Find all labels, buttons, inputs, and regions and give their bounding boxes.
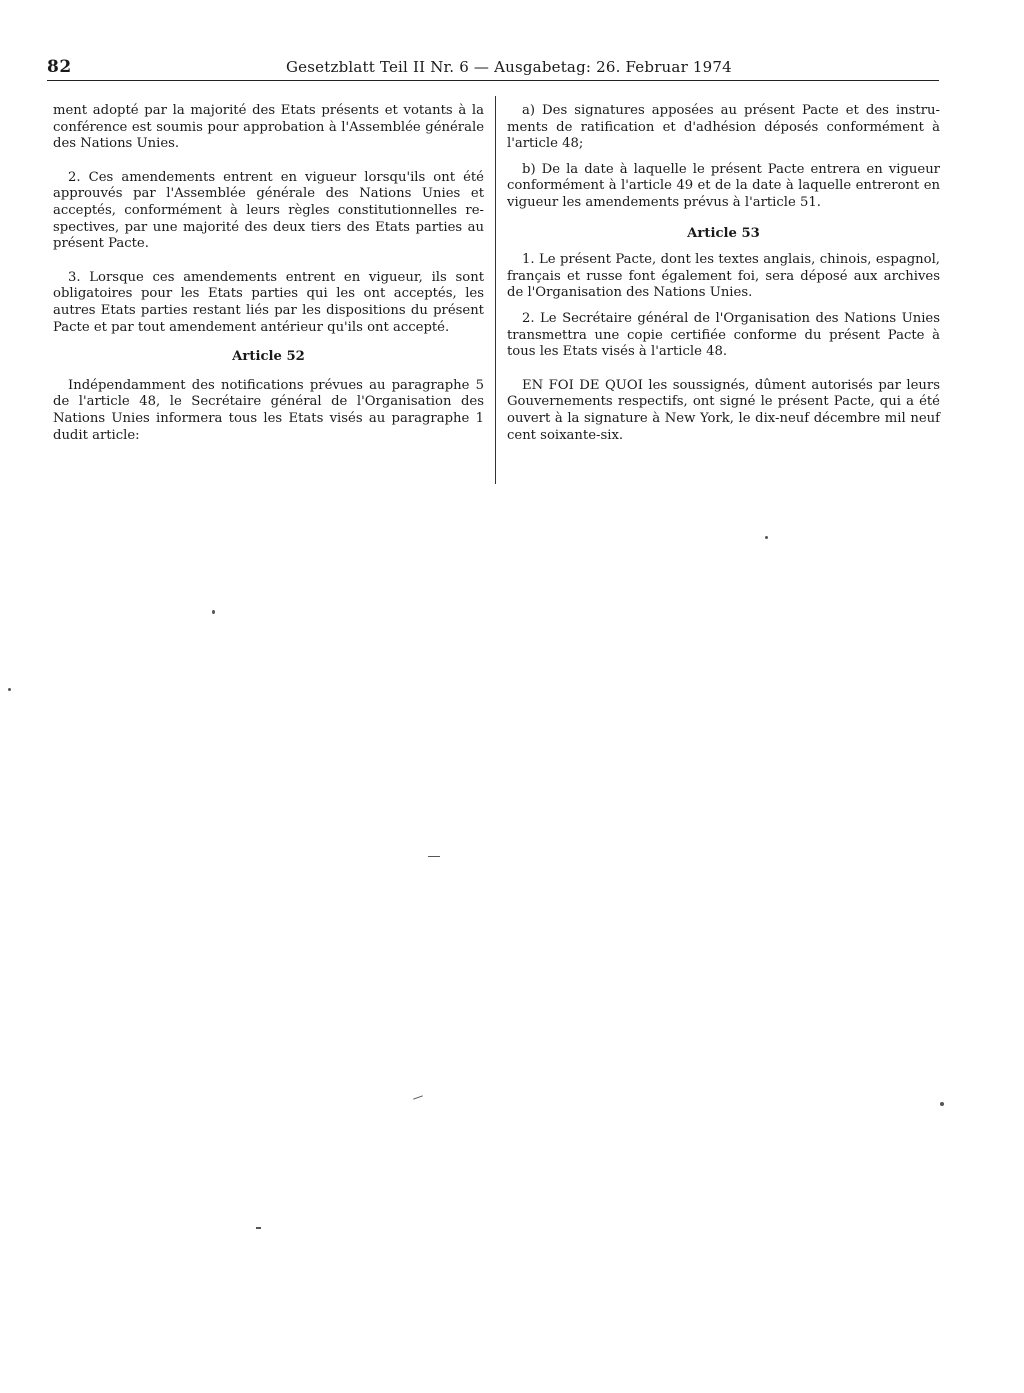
article-52-heading: Article 52 bbox=[232, 349, 305, 365]
right-column bbox=[507, 103, 940, 444]
scan-speck bbox=[413, 1095, 423, 1099]
item-b: b) De la date à laquelle le présent Pacte entrera en vigueur conformément à l'article 49 et de la date à laquelle entreront en vigueur les amendements prévus à l'article 51. bbox=[507, 161, 940, 210]
paragraph-continuation: ment adopté par la majorité des Etats présents et votants à la conférence est soumis pour approbation à l'Assemblée générale des Nations Unies. bbox=[53, 103, 484, 152]
article-53-heading: Article 53 bbox=[687, 225, 760, 241]
article-53-paragraph-1: 1. Le présent Pacte, dont les textes anglais, chinois, espagnol, français et russe font également foi, sera déposé aux archives de l'Organisation des Nations Unies. bbox=[507, 252, 940, 301]
left-column bbox=[53, 103, 484, 444]
scan-speck bbox=[8, 688, 11, 691]
scan-speck bbox=[428, 856, 440, 857]
scan-speck bbox=[940, 1102, 944, 1106]
scan-speck bbox=[212, 610, 215, 614]
closing-paragraph: EN FOI DE QUOI les soussignés, dûment autorisés par leurs Gouvernements respectifs, ont signé le présent Pacte, qui a été ouvert à la signature à New York, le dix-neuf décembre mil neuf cent soixante-six. bbox=[507, 377, 940, 443]
paragraph-3: 3. Lorsque ces amendements entrent en vigueur, ils sont obligatoires pour les Etats parties qui les ont acceptés, les autres Etats parties restant liés par les dispositions du présent Pacte et par tout amendement antérieur qu'ils ont accepté. bbox=[53, 269, 484, 335]
scan-speck bbox=[765, 536, 768, 539]
paragraph-2: 2. Ces amendements entrent en vigueur lorsqu'ils ont été approuvés par l'Assemblée générale des Nations Unies et acceptés, conformément à leurs règles constitutionnelles respectives, par une majorité des deux tiers des Etats parties au présent Pacte. bbox=[53, 169, 484, 252]
header-rule bbox=[47, 80, 939, 81]
scan-speck bbox=[256, 1227, 261, 1229]
page-number: 82 bbox=[47, 57, 72, 77]
column-divider bbox=[495, 96, 496, 484]
article-52-paragraph: Indépendamment des notifications prévues au paragraphe 5 de l'article 48, le Secrétaire général de l'Organisation des Nations Unies informera tous les Etats visés au paragraphe 1 dudit article: bbox=[53, 377, 484, 443]
item-a: a) Des signatures apposées au présent Pacte et des instruments de ratification et d'adhésion déposés conformément à l'article 48; bbox=[507, 103, 940, 152]
article-53-paragraph-2: 2. Le Secrétaire général de l'Organisation des Nations Unies transmettra une copie certifiée conforme du présent Pacte à tous les Etats visés à l'article 48. bbox=[507, 310, 940, 360]
running-head: Gesetzblatt Teil II Nr. 6 — Ausgabetag: 26. Februar 1974 bbox=[286, 58, 732, 76]
